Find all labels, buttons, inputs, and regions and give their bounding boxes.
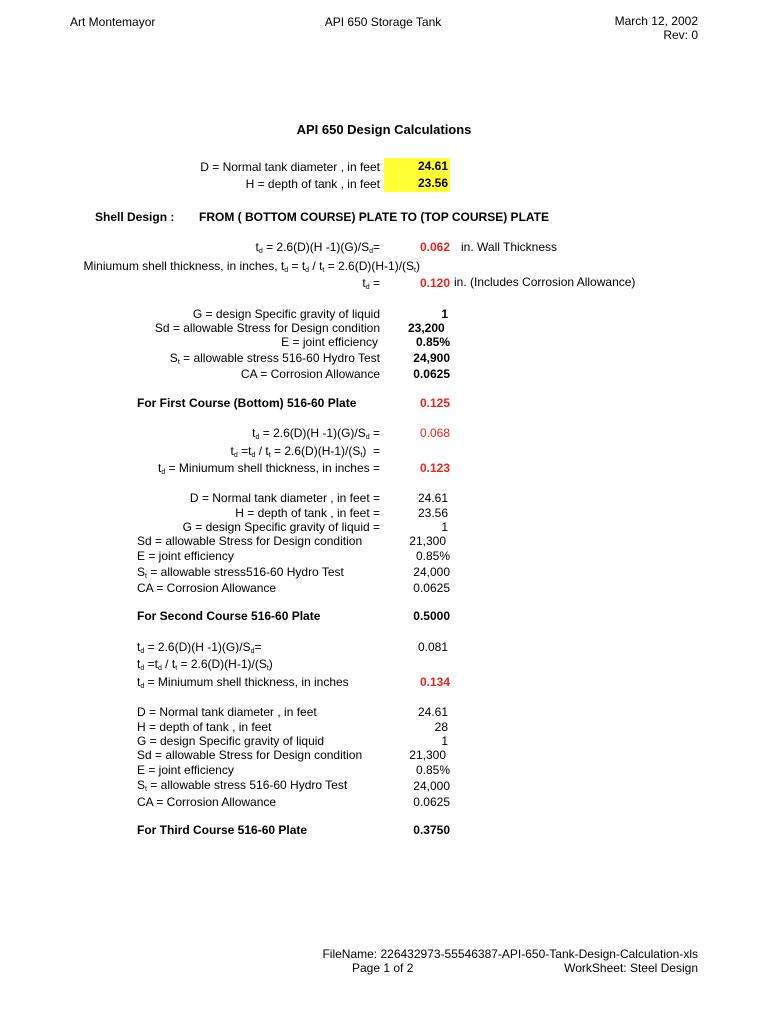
course1-td: 0.068	[419, 426, 450, 440]
course2-param-value: 28	[434, 720, 448, 734]
unit-td: in. Wall Thickness	[461, 240, 558, 254]
course2-formula-td: $t_d = 2.6(D)(H$ $-1)(G)/S_d=$	[137, 640, 262, 655]
shell-design-label: Shell Design :	[95, 210, 175, 224]
page-title: API 650 Design Calculations	[296, 122, 472, 137]
course1-param-label: E = joint efficiency	[137, 549, 234, 563]
course1-ts-label: $t_d$ = Miniumum shell thickness, in inches =	[157, 461, 380, 476]
input-label-depth: H = depth of tank , in feet	[245, 177, 380, 191]
param-value: 1	[441, 307, 448, 321]
course1-value: 0.125	[419, 396, 450, 410]
input-value-depth: 23.56	[384, 175, 450, 192]
unit-td-total: in. (Includes Corrosion Allowance)	[454, 275, 636, 289]
course2-td: 0.081	[417, 640, 448, 654]
course2-param-value: 0.85%	[415, 763, 450, 777]
formula-td-total: $t_d$ =	[362, 276, 380, 291]
course1-param-label: D = Normal tank diameter , in feet =	[189, 491, 380, 505]
header-author: Art Montemayor	[70, 15, 156, 29]
param-value: 0.85%	[415, 335, 450, 349]
course2-formula-ts: $t_d =t_d / t_t = 2.6(D)(H-1)/(S_t)$	[137, 657, 273, 672]
course2-param-label: E = joint efficiency	[137, 763, 234, 777]
course2-param-label: CA = Corrosion Allowance	[137, 795, 277, 809]
header-title: API 650 Storage Tank	[324, 15, 442, 29]
input-value-diameter: 24.61	[384, 158, 450, 175]
value-td: 0.062	[419, 240, 450, 254]
course2-param-label: H = depth of tank , in feet	[137, 720, 272, 734]
course1-param-value: 0.0625	[413, 581, 450, 595]
course2-ts: 0.134	[419, 675, 450, 689]
course2-param-value: 21,300	[409, 748, 446, 762]
course1-param-label: Sd = allowable Stress for Design condition	[137, 534, 363, 548]
course1-param-value: 24.61	[417, 491, 448, 505]
input-label-diameter: D = Normal tank diameter , in feet	[200, 160, 380, 174]
course3-title: For Third Course 516-60 Plate	[137, 823, 308, 837]
param-label: E = joint efficiency	[281, 335, 378, 349]
shell-design-text: FROM ( BOTTOM COURSE) PLATE TO (TOP COURSE) PLATE	[199, 210, 550, 224]
param-label: Sd = allowable Stress for Design condition	[154, 321, 380, 335]
course2-ts-label: $t_d$ = Miniumum shell thickness, in inches	[137, 675, 349, 690]
course1-param-value: 1	[441, 520, 448, 534]
course1-param-value: 0.85%	[415, 549, 450, 563]
course1-formula-td: $t_d = 2.6(D)(H$ $-1)(G)/S_d$ =	[252, 426, 380, 441]
course2-param-label: G = design Specific gravity of liquid	[137, 734, 325, 748]
course2-param-value: 1	[441, 734, 448, 748]
formula-td: $t_d = 2.6(D)(H$ $-1)(G)/S_d=$	[255, 240, 380, 255]
course2-param-value: 24,000	[413, 779, 450, 793]
param-label: $S_t$ = allowable stress 516-60 Hydro Test	[169, 351, 380, 366]
course1-param-label: H = depth of tank , in feet =	[235, 506, 380, 520]
footer-filename: FileName: 226432973-55546387-API-650-Tank-Design-Calculation-xls	[322, 947, 698, 961]
course2-param-label: Sd = allowable Stress for Design condition	[137, 748, 363, 762]
formula-ts: Miniumum shell thickness, in inches, $t_d = t_d / t_t = 2.6(D)(H-1)/(S_t)$	[83, 259, 420, 274]
course2-value: 0.5000	[413, 609, 450, 623]
course2-param-label: D = Normal tank diameter , in feet	[137, 705, 317, 719]
param-label: G = design Specific gravity of liquid	[192, 307, 380, 321]
value-td-total: 0.120	[419, 276, 450, 290]
footer-worksheet: WorkSheet: Steel Design	[564, 961, 698, 975]
course1-param-label: CA = Corrosion Allowance	[137, 581, 277, 595]
course2-title: For Second Course 516-60 Plate	[137, 609, 321, 623]
course1-param-label: $S_t$ = allowable stress516-60 Hydro Test	[137, 565, 344, 580]
param-label: CA = Corrosion Allowance	[240, 367, 380, 381]
course1-title: For First Course (Bottom) 516-60 Plate	[137, 396, 357, 410]
course2-param-value: 24.61	[417, 705, 448, 719]
param-value: 24,900	[413, 351, 450, 365]
footer-page: Page 1 of 2	[352, 961, 414, 975]
course1-param-value: 24,000	[413, 565, 450, 579]
course1-formula-ts: $t_d =t_d / t_t = 2.6(D)(H-1)/(S_t)$ =	[230, 444, 380, 459]
course1-param-value: 21,300	[409, 534, 446, 548]
course3-value: 0.3750	[413, 823, 450, 837]
header-date: March 12, 2002	[614, 14, 698, 28]
param-value: 23,200	[408, 321, 445, 335]
course1-param-label: G = design Specific gravity of liquid =	[182, 520, 380, 534]
header-rev: Rev: 0	[663, 28, 698, 42]
param-value: 0.0625	[413, 367, 450, 381]
course2-param-value: 0.0625	[413, 795, 450, 809]
course1-param-value: 23.56	[417, 506, 448, 520]
course2-param-label: $S_t$ = allowable stress 516-60 Hydro Test	[137, 778, 348, 793]
course1-ts: 0.123	[419, 461, 450, 475]
